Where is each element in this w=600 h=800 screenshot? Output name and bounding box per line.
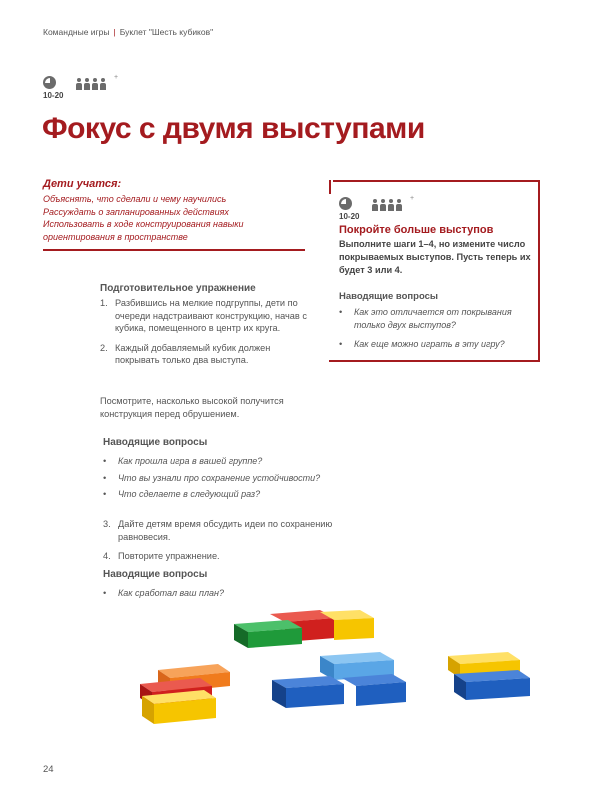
guiding-questions-heading: Наводящие вопросы [103,437,208,448]
extension-questions-heading: Наводящие вопросы [339,291,439,302]
page-number: 24 [43,764,54,775]
extension-title: Покройте больше выступов [339,224,494,236]
step-number: 4. [103,551,111,561]
extension-box-left-border [329,180,331,194]
step-item [100,297,310,335]
person-icon [84,78,90,90]
header-separator: | [113,27,116,37]
person-icon [396,199,402,211]
page-title: Фокус с двумя выступами [42,112,425,145]
question-item: • Как это отличается от покрывания только двух выступов? [339,306,534,331]
step-number: 3. [103,519,111,529]
question-item: • Что сделаете в следующий раз? [103,488,353,501]
question-item: • Как сработал ваш план? [103,587,353,600]
step-text: Дайте детям время обсудить идеи по сохранению равновесия. [118,519,333,542]
step-item [100,342,310,367]
header-section: Командные игры [43,27,110,37]
learning-list [43,193,303,243]
extension-questions [339,306,534,358]
clock-icon [43,76,56,89]
plus-mark: + [114,74,119,81]
observe-note: Посмотрите, насколько высокой получится конструкция перед обрушением. [100,396,284,419]
step-text: Разбившись на мелкие подгруппы, дети по очереди надстраивают конструкцию, начав с кубика, помещенного в центр их круга. [115,298,307,333]
brick-blue [272,676,344,708]
step-item [103,550,333,563]
guiding-questions [103,455,353,505]
learning-heading: Дети учатся: [43,178,122,190]
warmup-heading: Подготовительное упражнение [100,283,256,294]
brick-blue [454,670,530,700]
guiding-questions [103,587,353,600]
learning-item: Использовать в ходе конструирования навыки [43,219,244,229]
divider [43,249,305,251]
question-item: • Как еще можно играть в эту игру? [339,338,534,351]
learning-item: Объяснять, что сделали и чему научились [43,194,227,204]
extension-meta [339,195,415,221]
guiding-questions-heading: Наводящие вопросы [103,569,208,580]
step-item [103,518,333,543]
brick-green [234,620,302,648]
extension-box-bottom-border [329,360,540,362]
step-text: Каждый добавляемый кубик должен покрывать только два выступа. [115,342,271,365]
time-range: 10-20 [339,212,360,221]
activity-meta [43,74,119,100]
step-text: Повторите упражнение. [118,551,220,561]
running-header [43,27,213,37]
four-people-icon [372,199,402,211]
person-icon [92,78,98,90]
bricks-illustration [130,600,540,740]
person-icon [100,78,106,90]
question-item: • Как прошла игра в вашей группе? [103,455,353,468]
header-booklet: Буклет "Шесть кубиков" [119,27,214,37]
learning-item: Рассуждать о запланированных действиях [43,206,229,217]
brick-blue [342,674,406,706]
person-icon [388,199,394,211]
warmup-steps [100,297,310,374]
extension-body: Выполните шаги 1–4, но измените число покрываемых выступов. Пусть теперь их будет 3 или 4. [339,239,531,275]
four-people-icon [76,78,106,90]
step-number: 2. [100,342,108,353]
clock-icon [339,197,352,210]
brick-yellow [142,690,216,724]
time-range: 10-20 [43,91,64,100]
later-steps [103,518,333,570]
person-icon [380,199,386,211]
learning-item: ориентирования в пространстве [43,231,188,242]
step-number: 1. [100,298,108,308]
question-item: • Что вы узнали про сохранение устойчивости? [103,472,353,485]
plus-mark: + [410,195,415,202]
person-icon [372,199,378,211]
person-icon [76,78,82,90]
